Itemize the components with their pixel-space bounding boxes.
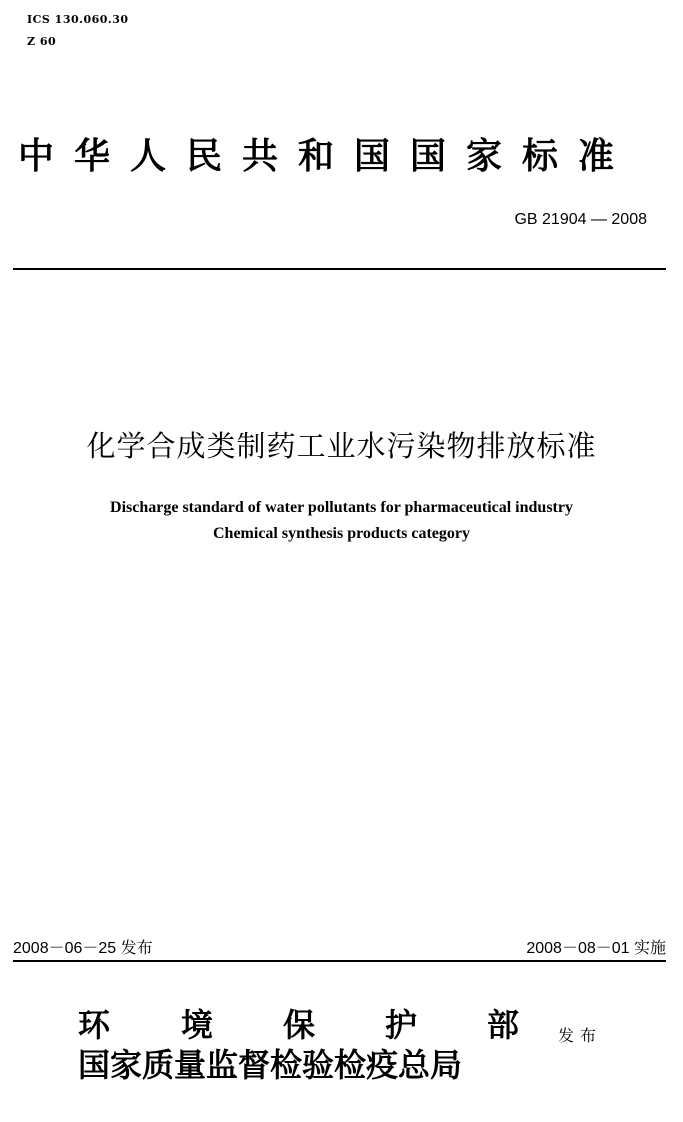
standard-number: GB 21904 — 2008 [514,211,647,228]
document-title-en-line2: Chemical synthesis products category [212,525,471,542]
issuer-environment-ministry-char: 境 [181,1006,214,1044]
bottom-divider [13,960,666,962]
category-code: Z 60 [27,35,57,48]
national-standard-title: 中华人民共和国国家标准 [18,136,635,177]
issuer-environment-ministry-char: 部 [487,1006,520,1044]
effective-date: 2008－08－01 实施 [526,940,666,957]
issuer-environment-ministry-char: 保 [283,1006,316,1044]
issue-date: 2008－06－25 发布 [13,940,153,957]
issuer-environment-ministry-char: 护 [385,1006,418,1044]
ics-code: ICS 130.060.30 [27,13,129,26]
top-divider [13,268,666,270]
document-title-zh: 化学合成类制药工业水污染物排放标准 [86,429,597,463]
document-title-en-line1: Discharge standard of water pollutants for pharmaceutical industry [110,499,573,516]
issuer-aqsiq: 国家质量监督检验检疫总局 [78,1046,463,1084]
issuer-environment-ministry-char: 环 [78,1006,111,1044]
issue-label: 发布 [558,1026,603,1045]
